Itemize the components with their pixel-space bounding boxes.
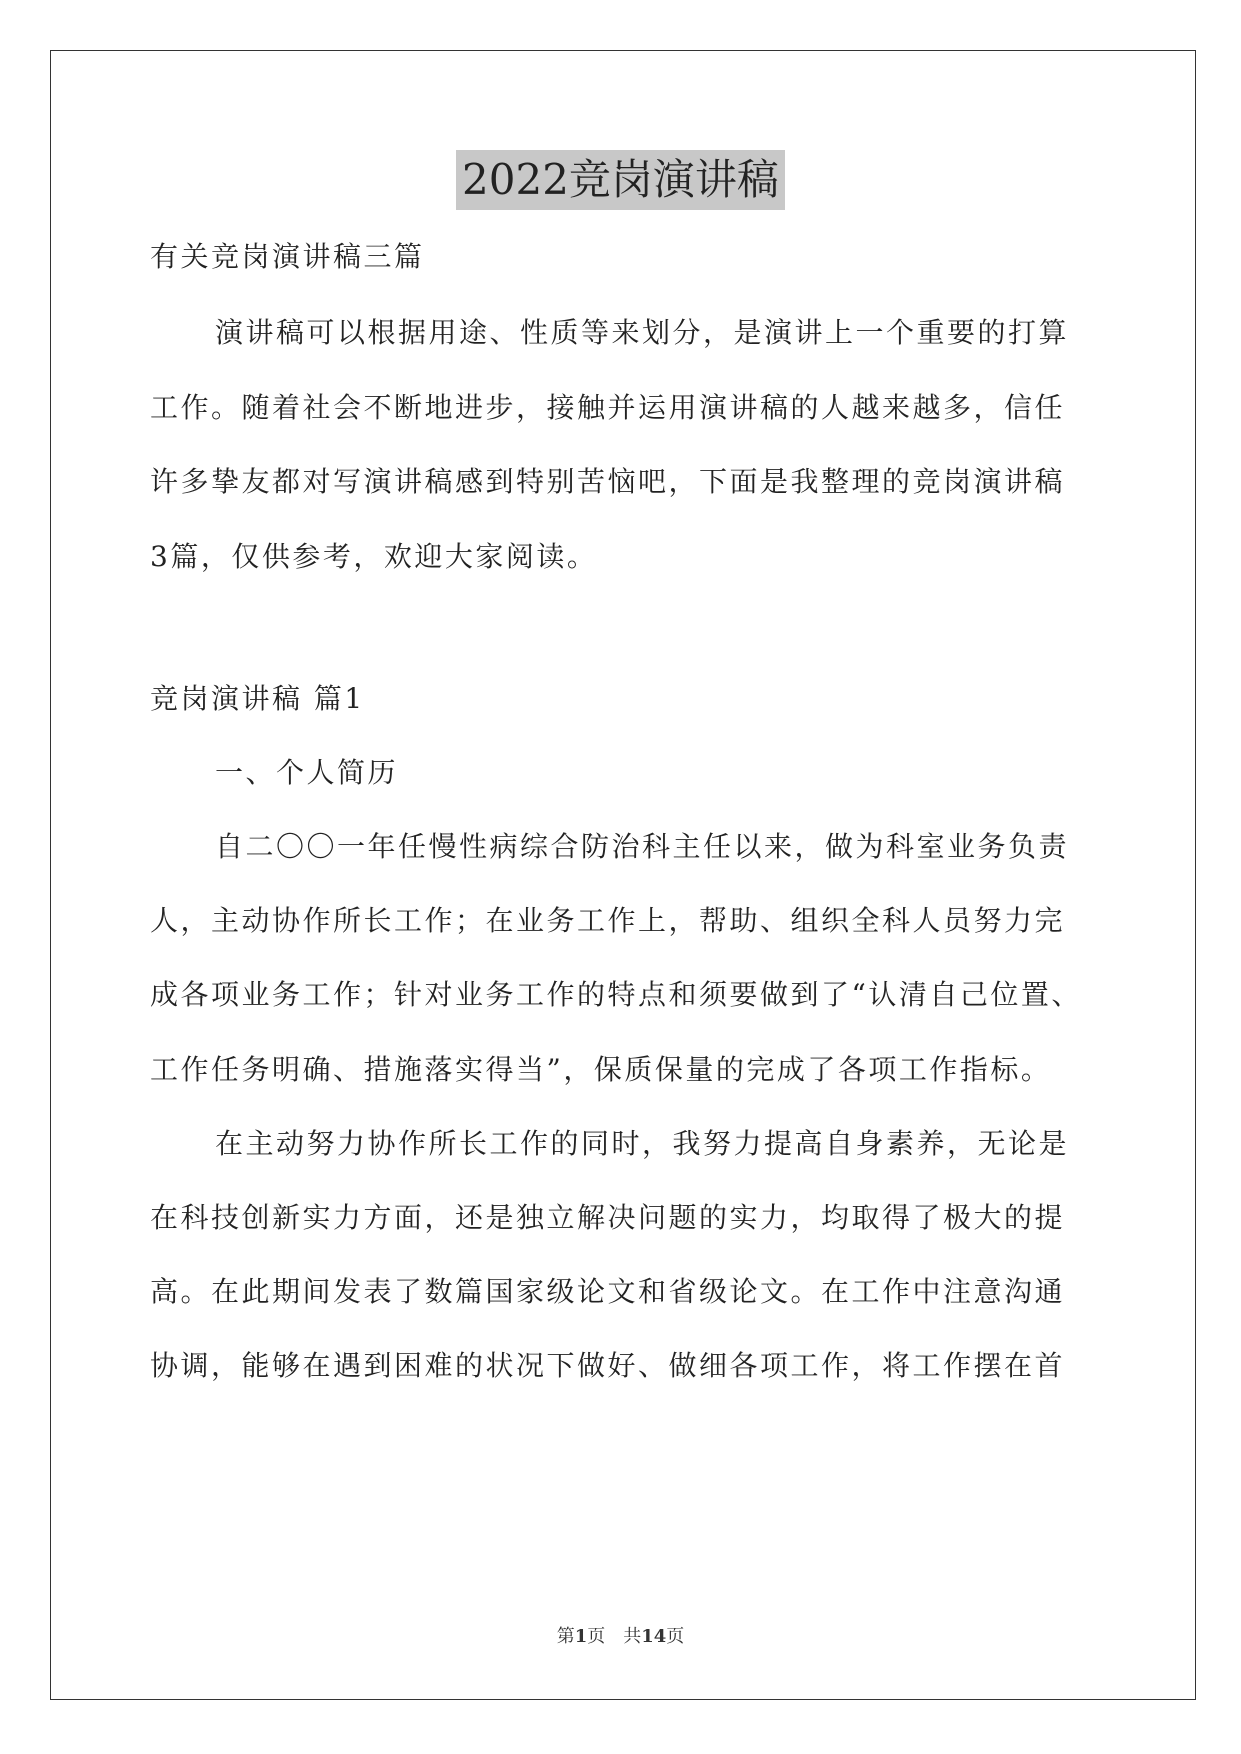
- paragraph-line: 在主动努力协作所长工作的同时，我努力提高自身素养，无论是: [215, 1127, 1070, 1160]
- paragraph-line: 成各项业务工作；针对业务工作的特点和须要做到了“认清自己位置、: [150, 978, 1082, 1011]
- paragraph-line: 协调，能够在遇到困难的状况下做好、做细各项工作，将工作摆在首: [150, 1349, 1066, 1382]
- page-suffix: 页: [666, 1626, 685, 1647]
- page-current: 1: [574, 1626, 588, 1647]
- paragraph-line: 工作。随着社会不断地进步，接触并运用演讲稿的人越来越多，信任: [150, 391, 1066, 424]
- paragraph-line: 工作任务明确、措施落实得当”，保质保量的完成了各项工作指标。: [150, 1053, 1052, 1086]
- paragraph-line: 许多挚友都对写演讲稿感到特别苦恼吧，下面是我整理的竞岗演讲稿: [150, 465, 1066, 498]
- page-prefix: 第: [556, 1626, 575, 1647]
- paragraph-line: 高。在此期间发表了数篇国家级论文和省级论文。在工作中注意沟通: [150, 1275, 1066, 1308]
- page-footer: [0, 1625, 1241, 1649]
- page-total: 14: [641, 1626, 667, 1647]
- page-border: [50, 50, 1196, 1700]
- document-title: [0, 150, 1241, 210]
- section-heading: 竞岗演讲稿 篇1: [150, 682, 365, 715]
- subsection-heading: 一、个人简历: [215, 756, 399, 789]
- document-title-text: 2022竞岗演讲稿: [456, 150, 785, 210]
- document-subtitle: 有关竞岗演讲稿三篇: [150, 240, 425, 273]
- paragraph-line: 演讲稿可以根据用途、性质等来划分，是演讲上一个重要的打算: [215, 316, 1070, 349]
- page-mid: 页 共: [587, 1626, 642, 1647]
- paragraph-line: 自二〇〇一年任慢性病综合防治科主任以来，做为科室业务负责: [215, 830, 1070, 863]
- paragraph-line: 3篇，仅供参考，欢迎大家阅读。: [150, 540, 598, 573]
- paragraph-line: 在科技创新实力方面，还是独立解决问题的实力，均取得了极大的提: [150, 1201, 1066, 1234]
- paragraph-line: 人，主动协作所长工作；在业务工作上，帮助、组织全科人员努力完: [150, 904, 1066, 937]
